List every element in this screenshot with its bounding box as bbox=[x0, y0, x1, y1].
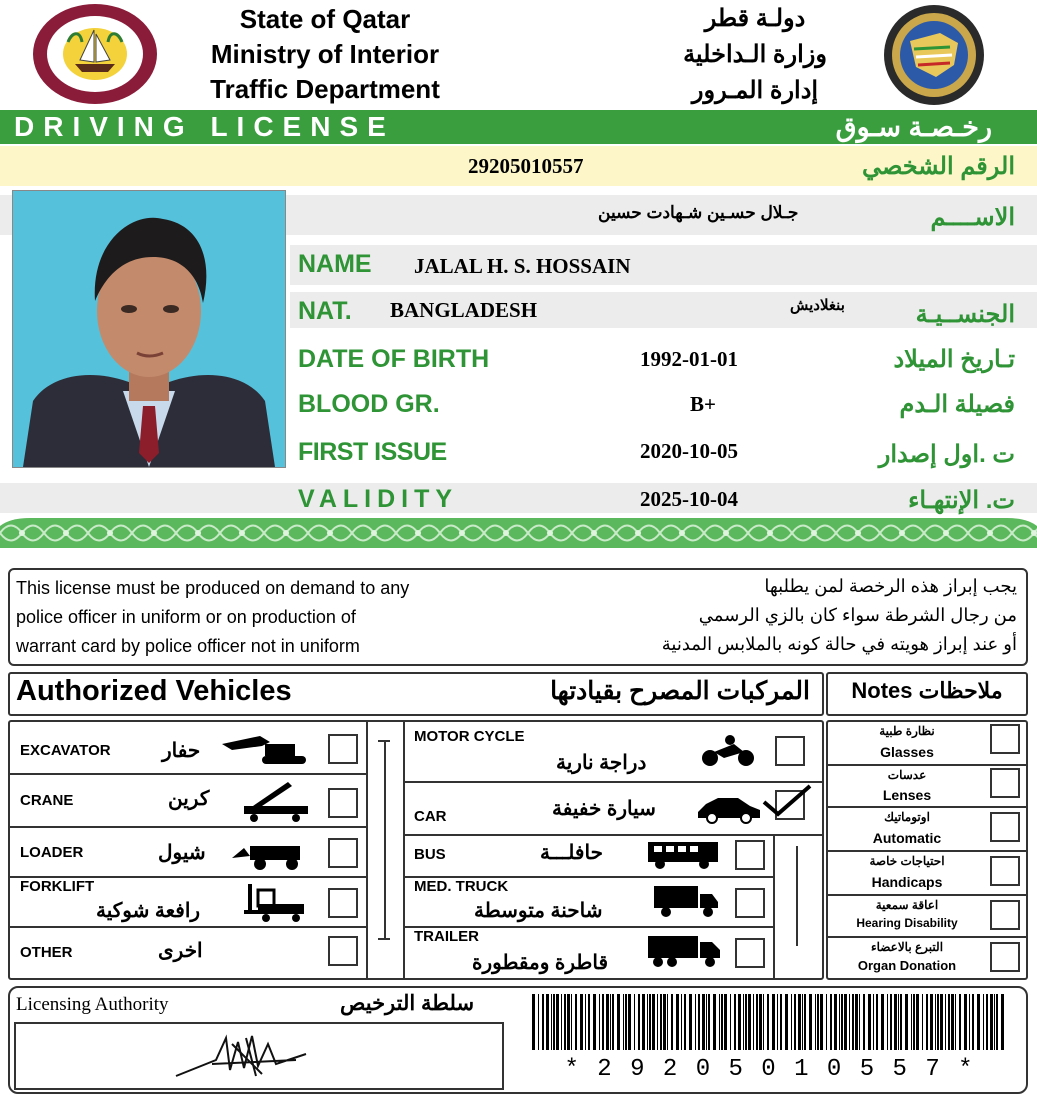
signature-box bbox=[14, 1022, 504, 1090]
forklift-label-ar: رافعة شوكية bbox=[96, 900, 201, 922]
vehicles-title-ar: المركبات المصرح بقيادتها bbox=[550, 677, 810, 705]
notice-ar-line3: أو عند إبراز هويته في حالة كونه بالملابس المدنية bbox=[661, 634, 1017, 654]
header-en-line3: Traffic Department bbox=[210, 74, 440, 104]
personal-number-value: 29205010557 bbox=[468, 154, 584, 178]
note-hearing-ar: اعاقة سمعية bbox=[875, 898, 939, 912]
handicaps-checkbox[interactable] bbox=[990, 856, 1020, 886]
barcode-text: * 2 9 2 0 5 0 1 0 5 5 7 * bbox=[564, 1056, 975, 1083]
validity-value: 2025-10-04 bbox=[640, 487, 738, 511]
header-en-line2: Ministry of Interior bbox=[210, 39, 440, 69]
notice-ar-line2: من رجال الشرطة سواء كان بالزي الرسمي bbox=[698, 605, 1017, 625]
med-truck-checkbox[interactable] bbox=[735, 888, 765, 918]
notice-en-line2: police officer in uniform or on production of bbox=[16, 607, 356, 627]
bus-checkbox[interactable] bbox=[735, 840, 765, 870]
name-value: JALAL H. S. HOSSAIN bbox=[414, 254, 631, 278]
vehicles-title-en: Authorized Vehicles bbox=[16, 675, 292, 707]
nat-value-ar: بنغلاديش bbox=[790, 297, 845, 314]
excavator-icon bbox=[220, 732, 310, 766]
crane-icon bbox=[240, 778, 312, 822]
portrait-icon bbox=[13, 191, 285, 467]
first-issue-label: FIRST ISSUE bbox=[298, 438, 447, 466]
car-label: CAR bbox=[414, 808, 447, 825]
holder-photo bbox=[12, 190, 286, 468]
other-label: OTHER bbox=[20, 944, 73, 961]
row-bg-validity bbox=[0, 483, 1037, 513]
truck-icon bbox=[652, 884, 720, 918]
note-automatic: Automatic bbox=[872, 830, 942, 846]
crane-label: CRANE bbox=[20, 792, 74, 809]
header-ar-line1: دولـة قطر bbox=[704, 5, 806, 32]
trailer-label: TRAILER bbox=[414, 928, 479, 945]
note-hearing: Hearing Disability bbox=[856, 916, 958, 930]
authority-label-ar: سلطة الترخيص bbox=[340, 992, 475, 1015]
other-label-ar: اخرى bbox=[158, 940, 203, 962]
automatic-checkbox[interactable] bbox=[990, 812, 1020, 842]
notice-en-line1: This license must be produced on demand to any bbox=[16, 578, 410, 598]
signature-icon bbox=[16, 1024, 502, 1088]
authority-label-en: Licensing Authority bbox=[16, 994, 169, 1015]
name-label: NAME bbox=[298, 250, 372, 278]
header-ar-line3: إدارة المـرور bbox=[691, 77, 819, 104]
validity-label-ar: ت. الإنتهـاء bbox=[908, 487, 1015, 514]
qatar-moi-seal-icon bbox=[30, 2, 160, 107]
crane-label-ar: كرين bbox=[168, 788, 210, 810]
name-ar-label: الاســــم bbox=[930, 204, 1015, 231]
name-ar-value: جـلال حسـين شـهادت حسين bbox=[598, 203, 799, 222]
nat-value: BANGLADESH bbox=[390, 298, 538, 322]
note-organ-ar: التبرع بالاعضاء bbox=[870, 940, 944, 954]
hearing-checkbox[interactable] bbox=[990, 900, 1020, 930]
note-handicaps-ar: احتياجات خاصة bbox=[869, 854, 945, 868]
other-checkbox[interactable] bbox=[328, 936, 358, 966]
left-seal bbox=[30, 2, 160, 107]
motorcycle-checkbox[interactable] bbox=[775, 736, 805, 766]
trailer-checkbox[interactable] bbox=[735, 938, 765, 968]
banner-title-en: DRIVING LICENSE bbox=[14, 111, 395, 142]
med-truck-label: MED. TRUCK bbox=[414, 878, 509, 895]
header-en-line1: State of Qatar bbox=[239, 4, 411, 34]
lenses-checkbox[interactable] bbox=[990, 768, 1020, 798]
forklift-checkbox[interactable] bbox=[328, 888, 358, 918]
forklift-icon bbox=[244, 882, 310, 922]
checkmark-icon bbox=[762, 784, 814, 820]
gcc-emblem-icon bbox=[870, 3, 998, 107]
loader-checkbox[interactable] bbox=[328, 838, 358, 868]
car-label-ar: سيارة خفيفة bbox=[552, 798, 656, 820]
glasses-checkbox[interactable] bbox=[990, 724, 1020, 754]
pattern-band-icon bbox=[0, 518, 1037, 548]
nat-label: NAT. bbox=[298, 297, 352, 325]
notice-ar-line1: يجب إبراز هذه الرخصة لمن يطلبها bbox=[764, 576, 1017, 596]
personal-number-label-ar: الرقم الشخصي bbox=[861, 153, 1015, 180]
note-glasses-ar: نظارة طبية bbox=[879, 724, 935, 738]
crane-checkbox[interactable] bbox=[328, 788, 358, 818]
bus-icon bbox=[646, 840, 720, 870]
motorcycle-icon bbox=[700, 734, 758, 768]
med-truck-label-ar: شاحنة متوسطة bbox=[474, 900, 603, 922]
first-issue-value: 2020-10-05 bbox=[640, 439, 738, 463]
bus-label: BUS bbox=[414, 846, 446, 863]
excavator-label: EXCAVATOR bbox=[20, 742, 111, 759]
notice-en-line3: warrant card by police officer not in uniform bbox=[16, 636, 360, 656]
loader-label: LOADER bbox=[20, 844, 84, 861]
excavator-label-ar: حفار bbox=[162, 740, 201, 762]
note-lenses-ar: عدسات bbox=[887, 768, 927, 782]
car-icon bbox=[696, 792, 762, 824]
forklift-label: FORKLIFT bbox=[20, 878, 95, 895]
barcode-bars-icon bbox=[522, 994, 1017, 1050]
excavator-checkbox[interactable] bbox=[328, 734, 358, 764]
motorcycle-label-ar: دراجة نارية bbox=[556, 752, 647, 774]
note-automatic-ar: اوتوماتيك bbox=[884, 810, 930, 824]
blood-value: B+ bbox=[690, 392, 716, 416]
note-organ: Organ Donation bbox=[857, 958, 957, 973]
blood-label: BLOOD GR. bbox=[298, 390, 440, 418]
nat-label-ar: الجنســيـة bbox=[915, 301, 1015, 328]
note-glasses: Glasses bbox=[880, 744, 934, 760]
validity-label: VALIDITY bbox=[298, 485, 459, 513]
barcode bbox=[522, 994, 1017, 1050]
organ-checkbox[interactable] bbox=[990, 942, 1020, 972]
bus-label-ar: حافلـــة bbox=[540, 842, 603, 864]
first-issue-label-ar: ت .اول إصدار bbox=[878, 441, 1015, 468]
gcc-emblem bbox=[870, 3, 998, 107]
dob-value: 1992-01-01 bbox=[640, 347, 738, 371]
row-bg-name bbox=[290, 245, 1037, 285]
motorcycle-label: MOTOR CYCLE bbox=[414, 728, 525, 745]
trailer-icon bbox=[646, 934, 722, 968]
blood-label-ar: فصيلة الـدم bbox=[899, 391, 1015, 418]
decorative-pattern-band bbox=[0, 518, 1037, 548]
banner-title-ar: رخـصـة سـوق bbox=[835, 112, 992, 142]
dob-label: DATE OF BIRTH bbox=[298, 345, 490, 373]
header-ar-line2: وزارة الـداخلية bbox=[683, 41, 827, 68]
trailer-label-ar: قاطرة ومقطورة bbox=[472, 952, 609, 974]
note-lenses: Lenses bbox=[882, 787, 932, 803]
loader-label-ar: شيول bbox=[158, 842, 206, 864]
note-handicaps: Handicaps bbox=[871, 874, 943, 890]
loader-icon bbox=[230, 836, 310, 870]
notes-title: Notes ملاحظات bbox=[851, 678, 1003, 703]
dob-label-ar: تـاريخ الميلاد bbox=[893, 346, 1015, 373]
